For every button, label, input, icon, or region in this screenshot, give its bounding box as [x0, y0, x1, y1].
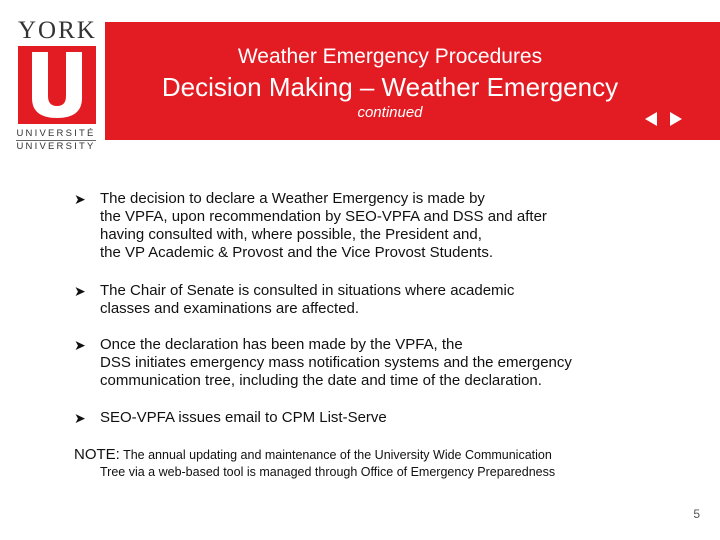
note-text-line1: The annual updating and maintenance of the University Wide Communication — [119, 448, 552, 462]
bullet-line: the VP Academic & Provost and the Vice Provost Students. — [100, 244, 494, 261]
arrow-bullet-icon: ➤ — [74, 191, 86, 207]
page-number: 5 — [693, 507, 700, 521]
note-text-line2: Tree via a web-based tool is managed through Office of Emergency Preparedness — [100, 465, 556, 479]
bullet-line: The Chair of Senate is consulted in situations where academic — [100, 282, 515, 299]
slide-title: Weather Emergency Procedures — [237, 45, 543, 68]
note-block — [74, 446, 704, 480]
logo-universite: UNIVERSITÉ — [16, 128, 96, 139]
bullet-item — [74, 336, 720, 390]
bullet-line: The decision to declare a Weather Emergency is made by — [100, 190, 485, 207]
note-label: NOTE: — [74, 446, 120, 463]
arrow-bullet-icon: ➤ — [74, 410, 86, 426]
bullet-item — [74, 282, 720, 318]
bullet-line: Once the declaration has been made by the VPFA, the — [100, 336, 463, 353]
bullet-line: DSS initiates emergency mass notification systems and the emergency — [100, 354, 572, 371]
bullet-item — [74, 409, 720, 427]
york-university-logo — [14, 17, 97, 152]
arrow-bullet-icon: ➤ — [74, 337, 86, 353]
bullet-line: SEO-VPFA issues email to CPM List-Serve — [100, 409, 387, 426]
bullet-line: classes and examinations are affected. — [100, 300, 360, 317]
title-banner — [105, 22, 720, 140]
slide-subtitle: Decision Making – Weather Emergency — [161, 72, 619, 102]
triangle-right-icon[interactable] — [668, 110, 684, 128]
logo-u-mark — [18, 46, 96, 124]
bullet-line: the VPFA, upon recommendation by SEO-VPFA and DSS and after — [100, 208, 547, 225]
triangle-left-icon[interactable] — [643, 110, 659, 128]
bullet-line: having consulted with, where possible, the President and, — [100, 226, 482, 243]
arrow-bullet-icon: ➤ — [74, 283, 86, 299]
logo-university: UNIVERSITY — [16, 141, 96, 152]
bullet-item — [74, 190, 720, 262]
logo-wordmark: YORK — [18, 17, 97, 44]
continued-label: continued — [357, 104, 423, 121]
bullet-line: communication tree, including the date and time of the declaration. — [100, 372, 542, 389]
